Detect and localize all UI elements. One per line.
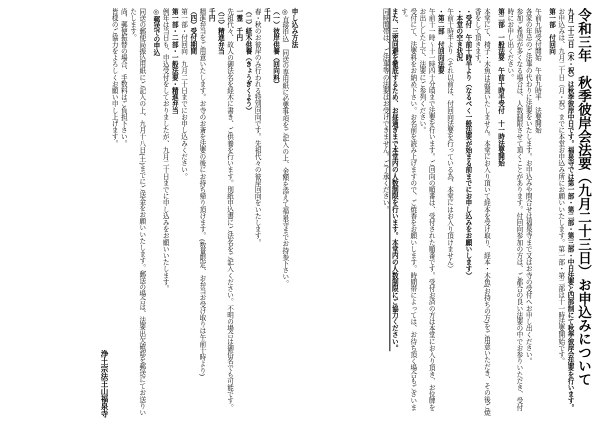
item-4-heading: （四）受付期間 bbox=[188, 8, 197, 55]
mail-note: 尚、郵便振替の場合、手数料はご負担下さい。 bbox=[119, 8, 128, 147]
closing-text: 同時間帯は、ご法事等の法要はお受けできません。ご了承ください。 bbox=[381, 8, 390, 213]
intro-paragraph-1: 九月二十三日（木・祝）は秋季彼岸中日です。福泉寺では第一部・第二部・第三部・中日法要と四部制にて秋季彼岸会法要を行います。 bbox=[566, 8, 574, 411]
item-2-body: 先祖代々、故人の御法名を経木に書き、ご供養を行います。別紙申込書にご法名をご記入ください。不明の場合は御俗名でも可能です。 bbox=[225, 8, 234, 411]
item-4-body: 第一部・付回向 九月二十日までにお申し込みください。 bbox=[179, 8, 188, 180]
document-title: 令和三年 秋季彼岸会法要（九月二十三日）お申込みについて bbox=[575, 8, 591, 386]
section-3-heading: ・受付 午前十時半より（なるべく一般法要が始まる前までにお申し込みをお願いします） bbox=[463, 8, 472, 279]
mail-heading: ◎郵送での申込 bbox=[151, 8, 160, 56]
item-5-heading: 第一部・二部・一般法要・精進弁当 bbox=[170, 8, 179, 114]
item-3-heading: （三）精進弁当 bbox=[216, 8, 225, 55]
item-2-heading: （二）経木供養（きょうぎくよう） bbox=[243, 8, 252, 114]
item-5-body: 例年は当日も、申込受付をしておりましたが、九月二十日までに申し込みをお願いいたします。 bbox=[161, 8, 170, 292]
item-1-body: 春・秋のお彼岸のみ行われる特別回向です。先祖代々の彼岸回向をいたします。 bbox=[253, 8, 262, 246]
section-4-body: 午前十時半より（それ以前は、付回向法要を行っている為、本堂にはお入り頂けません） bbox=[445, 8, 454, 272]
item-1-price: 千円 bbox=[262, 8, 271, 22]
temple-signature: 浄土宗法王山福泉寺 bbox=[99, 349, 109, 417]
intro-paragraph-2: お申込みは、九月二十日（月・祝）までに本堂お申込み所にお願いいたします。第一部・第二部は十一時法要開始です。 bbox=[556, 8, 565, 365]
mail-body: 同送の郵便局振込用紙にご記入の上、九月十八日(土)までにご送金をお願いいたします。郵送の場合は、法要出欠確認を郵送にてお送りいたします。 bbox=[128, 8, 146, 416]
section-7-body: また、三密回避を徹底するため、お昼過ぎまで本堂内の人数制限を行います。本堂内の人数制限にご協力ください。 bbox=[390, 8, 399, 352]
section-2-heading: 第二部 一般法要 午前十時半受付 十一時法要開始 bbox=[496, 8, 505, 167]
section-1-times: 午前九時受付開始 午前九時半 法要開始 bbox=[533, 8, 542, 134]
right-text-block bbox=[302, 8, 592, 417]
item-3-price: 千円 bbox=[207, 8, 216, 22]
section-6-body: 受付にて、法要料をお納め下さい。お名前を読み上げますので、ご焼香をお願いします。時間帯によっては、お待ち頂く場合もございます。 bbox=[399, 8, 417, 411]
item-3-body: 精進弁当をご用意いたします。お寺のお斎を法要の後にお持ち帰り頂けます。(数量限定、お弁当お受け取りは午前十時より) bbox=[197, 8, 206, 377]
section-5-heading: ・第二部 付回向法要 bbox=[436, 8, 445, 74]
left-text-block bbox=[8, 8, 298, 417]
item-2-price: 一霊 千円 bbox=[234, 8, 243, 41]
item-1-heading: （一）彼岸供養（回向料） bbox=[271, 8, 280, 88]
section-4-heading: ・本堂の空き状況 bbox=[454, 8, 463, 61]
section-1-text: 各家の年忌のご法事の代わりに法要をいたします。お申込みや問合せは福泉寺まで又はお寺の受付へお申し出ください。 bbox=[524, 8, 533, 365]
section-1-heading: 第一部 付回向 bbox=[547, 8, 556, 55]
apply-heading: 申し込み方法 bbox=[290, 8, 298, 48]
section-2-body: 本堂にて、椅子・木魚は設置いたしません。本堂にお入り頂いて経本を受け取り、経本・木魚(お持ちの方)をご用意いただき、その後ご焼香をして頂きます。 bbox=[473, 8, 491, 416]
apply-direct: ◎直接申込 同送の専用紙に必要事項をご記入の上、金額を添えて福泉寺までお持参下さい。 bbox=[280, 8, 289, 287]
section-5-body: 午前十一時～十一時四十分頃まで法要を行います。ご回向の順番は、受付された順番です。受付お済の方は本堂にお入り頂き、お位牌をお出しした上で、法要にご参列ください。 bbox=[417, 8, 436, 411]
thanks-text: 皆様のご協力をよろしくお願い申し上げます。 bbox=[110, 8, 119, 147]
section-1-note: 参加ご希望が多くなる場合は、人数制限させて頂くことがあります。付回向参加の方は、ご都合の良い法要の中でお参りいただき、受付時にお申し出ください。 bbox=[505, 8, 523, 411]
